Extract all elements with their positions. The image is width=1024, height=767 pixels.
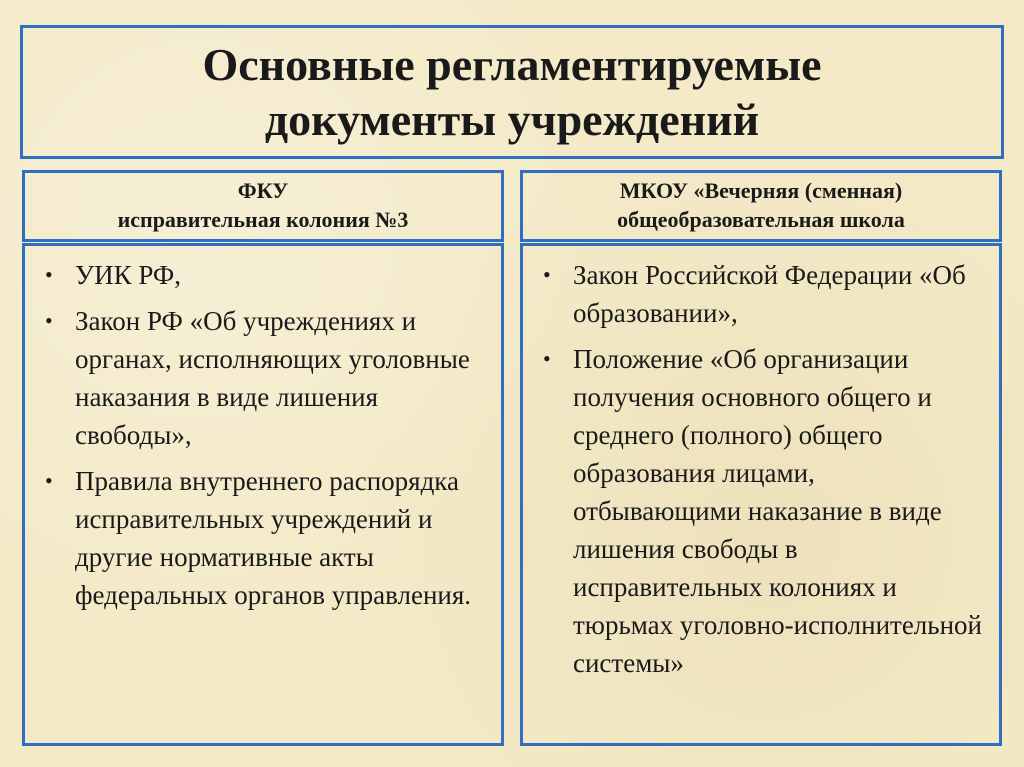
page-title — [202, 37, 821, 147]
left-header-line-2: исправительная колония №3 — [117, 207, 409, 232]
right-header-line-2: общеобразовательная школа — [617, 207, 905, 232]
bullet-icon: • — [543, 346, 551, 371]
bullet-icon: • — [45, 308, 53, 333]
list-item-text: Закон РФ «Об учреждениях и органах, исполняющих уголовные наказания в виде лишения свободы», — [75, 306, 470, 450]
list-item — [541, 256, 985, 332]
list-item — [43, 462, 487, 614]
title-line-1: Основные регламентируемые — [202, 38, 822, 90]
right-document-list — [541, 256, 985, 682]
right-column-header — [520, 170, 1002, 242]
list-item-text: УИК РФ, — [75, 260, 182, 290]
list-item-text: Положение «Об организации получения основного общего и среднего (полного) общего образования лицами, отбывающими наказание в виде лишения свободы в исправительных колониях и тюрьмах уголовно-исполнительной системы» — [573, 344, 982, 678]
left-column-header — [22, 170, 504, 242]
left-column-body — [22, 243, 504, 746]
title-line-2: документы учреждений — [264, 94, 760, 145]
right-header-line-1: МКОУ «Вечерняя (сменная) — [619, 178, 903, 204]
list-item — [43, 302, 487, 454]
left-document-list — [43, 256, 487, 614]
right-column-body — [520, 243, 1002, 746]
title-box — [20, 25, 1004, 159]
list-item — [43, 256, 487, 294]
bullet-icon: • — [45, 262, 53, 287]
bullet-icon: • — [45, 468, 53, 493]
list-item-text: Правила внутреннего распорядка исправительных учреждений и другие нормативные акты федеральных органов управления. — [75, 466, 472, 610]
list-item-text: Закон Российской Федерации «Об образовании», — [573, 260, 966, 328]
list-item — [541, 340, 985, 682]
left-header-line-1: ФКУ — [237, 178, 289, 204]
bullet-icon: • — [543, 262, 551, 287]
